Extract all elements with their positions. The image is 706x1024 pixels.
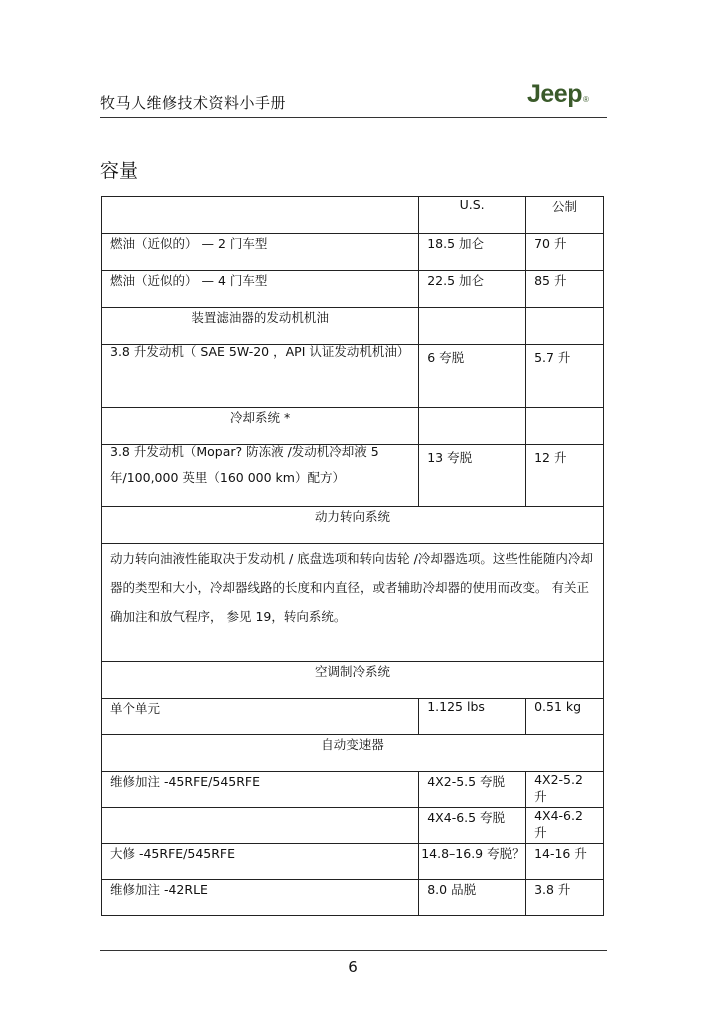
row-label: 维修加注 -42RLE: [102, 880, 419, 916]
row-label: 大修 -45RFE/545RFE: [102, 844, 419, 880]
row-us-value: 4X4-6.5 夸脱: [419, 808, 526, 844]
row-metric-value: 14-16 升: [526, 844, 604, 880]
row-label: 维修加注 -45RFE/545RFE: [102, 772, 419, 808]
footer-divider: [100, 950, 607, 951]
row-metric-value: 0.51 kg: [526, 699, 604, 735]
row-us-value: 22.5 加仑: [419, 271, 526, 308]
table-row: [102, 345, 604, 408]
section-heading-cell: 空调制冷系统: [102, 662, 604, 699]
row-us-value: 18.5 加仑: [419, 234, 526, 271]
row-label: 冷却系统 *: [102, 408, 419, 445]
row-label: 燃油（近似的） — 4 门车型: [102, 271, 419, 308]
row-us-value: [419, 308, 526, 345]
header-cell-empty: [102, 197, 419, 234]
page-number: 6: [348, 958, 358, 976]
row-label-text: 3.8 升发动机（ SAE 5W-20 ，API 认证发动机机油）: [110, 344, 410, 359]
section-row: [102, 507, 604, 544]
header-divider: [100, 117, 607, 118]
table-row: [102, 234, 604, 271]
table-header-row: [102, 197, 604, 234]
row-metric-value: 85 升: [526, 271, 604, 308]
row-metric-value: 3.8 升: [526, 880, 604, 916]
registered-mark: ®: [582, 95, 589, 104]
table-row: [102, 699, 604, 735]
header-cell-us: U.S.: [419, 197, 526, 234]
row-us-value: 14.8–16.9 夸脱？: [419, 844, 526, 880]
row-metric-value: 4X2-5.2 升: [526, 772, 604, 808]
row-label: [102, 445, 419, 507]
row-us-value: [419, 408, 526, 445]
header-cell-metric: 公制: [526, 197, 604, 234]
table-row: [102, 844, 604, 880]
row-us-value: 6 夸脱: [419, 345, 526, 408]
jeep-logo: [527, 80, 588, 109]
table-row: [102, 880, 604, 916]
section-heading-cell: 动力转向系统: [102, 507, 604, 544]
row-metric-value: 4X4-6.2 升: [526, 808, 604, 844]
row-us-value: 1.125 lbs: [419, 699, 526, 735]
row-us-value: 8.0 品脱: [419, 880, 526, 916]
section-row: [102, 662, 604, 699]
row-metric-value: 5.7 升: [526, 345, 604, 408]
row-us-value: 13 夸脱: [419, 445, 526, 507]
row-metric-value: [526, 408, 604, 445]
section-heading-cell: 自动变速器: [102, 735, 604, 772]
table-row: [102, 271, 604, 308]
section-row: [102, 735, 604, 772]
row-metric-value: 12 升: [526, 445, 604, 507]
note-cell: 动力转向油液性能取决于发动机 / 底盘选项和转向齿轮 /冷却器选项。这些性能随内冷却器的类型和大小，冷却器线路的长度和内直径，或者辅助冷却器的使用而改变。 有关正确加注和放气程序， 参见 19，转向系统。: [102, 544, 604, 662]
table-row: [102, 772, 604, 808]
row-metric-value: 70 升: [526, 234, 604, 271]
row-label-text: 3.8 升发动机（Mopar? 防冻液 /发动机冷却液 5 年/100,000 英里（160 000 km）配方）: [110, 444, 379, 485]
note-row: [102, 544, 604, 662]
section-title: 容量: [100, 160, 139, 182]
table-row: [102, 808, 604, 844]
row-label: 装置滤油器的发动机机油: [102, 308, 419, 345]
row-label: [102, 345, 419, 408]
row-label: [102, 808, 419, 844]
capacity-table: [101, 196, 604, 916]
row-label: 单个单元: [102, 699, 419, 735]
logo-text: Jeep: [527, 80, 582, 108]
table-row: [102, 445, 604, 507]
row-label: 燃油（近似的） — 2 门车型: [102, 234, 419, 271]
row-us-value: 4X2-5.5 夸脱: [419, 772, 526, 808]
manual-title: 牧马人维修技术资料小手册: [100, 94, 287, 112]
row-metric-value: [526, 308, 604, 345]
